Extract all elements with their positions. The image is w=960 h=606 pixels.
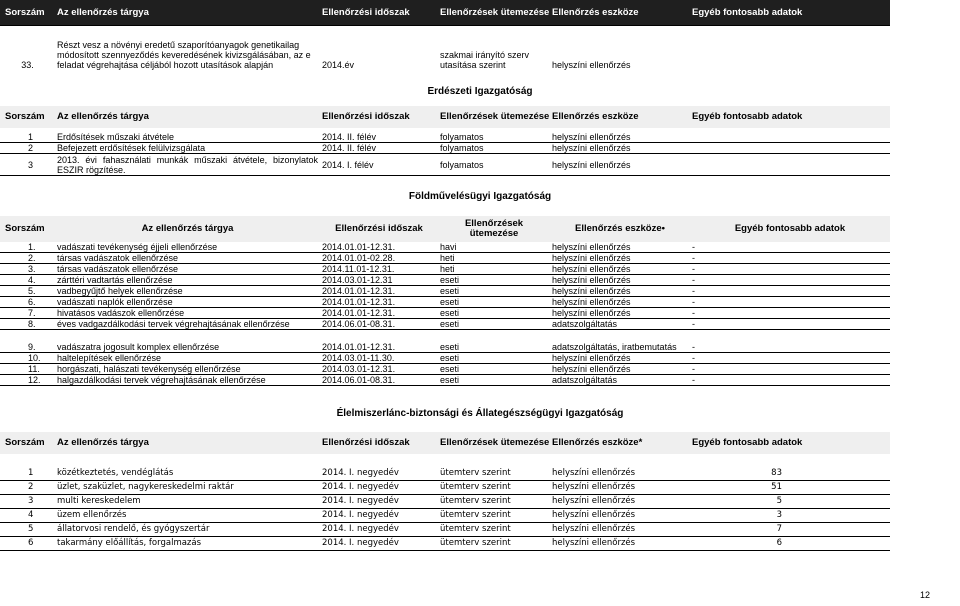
section-title-foldmuvelesugyi: Földművelésügyi Igazgatóság: [408, 191, 552, 202]
row-other: -: [690, 319, 890, 330]
row-other: -: [690, 275, 890, 286]
table-row: [0, 275, 890, 286]
col-header: Egyéb fontosabb adatok: [690, 0, 890, 26]
table-row: [0, 26, 890, 70]
erdeszeti-header: [0, 106, 890, 128]
col-header: Sorszám: [0, 432, 55, 454]
section-title-elelmiszer: Élelmiszerlánc-biztonsági és Állategészségügyi Igazgatóság: [336, 408, 624, 419]
row-schedule: szakmai irányító szerv utasítása szerint: [440, 50, 530, 70]
col-header: Ellenőrzési időszak: [320, 106, 438, 128]
row-tool: helyszíni ellenőrzés: [552, 60, 631, 70]
row-subject: társas vadászatok ellenőrzése: [55, 253, 320, 264]
col-header: Ellenőrzések ütemezése: [438, 432, 550, 454]
row-tool: helyszíni ellenőrzés: [550, 242, 690, 253]
row-tool: helyszíni ellenőrzés: [550, 253, 690, 264]
col-header: Ellenőrzés eszköze: [550, 106, 690, 128]
table-row: [0, 132, 890, 143]
row-schedule: folyamatos: [438, 154, 550, 176]
erdeszeti-table: [0, 106, 890, 176]
row-subject: Erdősítések műszaki átvétele: [55, 132, 320, 143]
row-other: -: [690, 352, 890, 363]
table-row: [0, 264, 890, 275]
row-tool: helyszíni ellenőrzés: [550, 132, 690, 143]
row-number: 2: [0, 480, 55, 494]
row-other: 51: [690, 480, 890, 494]
col-header: Az ellenőrzés tárgya: [55, 106, 320, 128]
row-schedule: eseti: [438, 363, 550, 374]
table-row: [0, 297, 890, 308]
divider: [0, 25, 890, 26]
row-tool: helyszíni ellenőrzés: [550, 275, 690, 286]
table-row: [0, 363, 890, 374]
table-row: [0, 466, 890, 480]
row-subject: Befejezett erdősítések felülvizsgálata: [55, 143, 320, 154]
row-other: -: [690, 264, 890, 275]
row-number: 4.: [0, 275, 55, 286]
row-number: 4: [0, 508, 55, 522]
foldmuvelesugyi-header: [0, 216, 890, 242]
row-other: -: [690, 253, 890, 264]
row-schedule: eseti: [438, 342, 550, 353]
row-subject: vadászati naplók ellenőrzése: [55, 297, 320, 308]
row-period: 2014. I. negyedév: [320, 536, 438, 550]
row-period: 2014.06.01-08.31.: [320, 374, 438, 385]
row-number: 7.: [0, 308, 55, 319]
elelmiszer-table: [0, 432, 890, 551]
row-period: 2014.11.01-12.31.: [320, 264, 438, 275]
row-tool: helyszíni ellenőrzés: [550, 508, 690, 522]
row-tool: adatszolgáltatás, iratbemutatás: [550, 342, 690, 353]
row-schedule: eseti: [438, 275, 550, 286]
table-row: [0, 342, 890, 353]
row-period: 2014. I. negyedév: [320, 494, 438, 508]
page-number: 12: [919, 590, 930, 600]
row-period: 2014. II. félév: [320, 143, 438, 154]
row-tool: helyszíni ellenőrzés: [550, 480, 690, 494]
row-period: 2014. II. félév: [320, 132, 438, 143]
col-header: Sorszám: [0, 216, 55, 242]
row-period: 2014.01.01-12.31.: [320, 286, 438, 297]
row-other: 5: [690, 494, 890, 508]
col-header: Ellenőrzés eszköze: [550, 0, 690, 26]
row-subject: vadbegyűjtő helyek ellenőrzése: [55, 286, 320, 297]
table-row: [0, 352, 890, 363]
col-header: Sorszám: [0, 106, 55, 128]
row-subject: horgászati, halászati tevékenység ellenőrzése: [55, 363, 320, 374]
row-tool: helyszíni ellenőrzés: [550, 352, 690, 363]
row-number: 1: [0, 466, 55, 480]
row-tool: adatszolgáltatás: [550, 319, 690, 330]
row-schedule: ütemterv szerint: [438, 522, 550, 536]
row-tool: helyszíni ellenőrzés: [550, 363, 690, 374]
row-schedule: ütemterv szerint: [438, 536, 550, 550]
table-row: [0, 143, 890, 154]
col-header: Egyéb fontosabb adatok: [690, 432, 890, 454]
row-period: 2014. I. negyedév: [320, 480, 438, 494]
table-row: [0, 308, 890, 319]
table-row: [0, 480, 890, 494]
table-row: [0, 242, 890, 253]
row-tool: helyszíni ellenőrzés: [550, 466, 690, 480]
row-subject: éves vadgazdálkodási tervek végrehajtásának ellenőrzése: [55, 319, 320, 330]
table-row: [0, 494, 890, 508]
table-row: [0, 536, 890, 550]
row-schedule: eseti: [438, 297, 550, 308]
row-tool: helyszíni ellenőrzés: [550, 286, 690, 297]
row-period: 2014.01.01-12.31.: [320, 297, 438, 308]
row-number: 1: [0, 132, 55, 143]
elelmiszer-rows: [0, 466, 890, 550]
row-other: 6: [690, 536, 890, 550]
row-number: 5: [0, 522, 55, 536]
row-tool: helyszíni ellenőrzés: [550, 522, 690, 536]
table-row: [0, 522, 890, 536]
row-other: -: [690, 342, 890, 353]
row-subject: állatorvosi rendelő, és gyógyszertár: [55, 522, 320, 536]
row-other: -: [690, 308, 890, 319]
row-schedule: ütemterv szerint: [438, 508, 550, 522]
table-row: [0, 319, 890, 330]
row-schedule: ütemterv szerint: [438, 466, 550, 480]
row-period: 2014.év: [322, 60, 355, 70]
row-schedule: ütemterv szerint: [438, 480, 550, 494]
col-header: Ellenőrzések ütemezése: [438, 216, 550, 242]
row-subject: hivatásos vadászok ellenőrzése: [55, 308, 320, 319]
row-period: 2014.03.01-12.31.: [320, 363, 438, 374]
row-subject: Részt vesz a növényi eredetű szaporítóanyagok genetikailag módosított szennyeződés keveredésének kivizsgálásában, az e feladat végrehajtása céljából hozott utasítások alapján: [57, 40, 311, 70]
row-subject: halgazdálkodási tervek végrehajtásának ellenőrzése: [55, 374, 320, 385]
row-other: 3: [690, 508, 890, 522]
row-subject: vadászatra jogosult komplex ellenőrzése: [55, 342, 320, 353]
row-subject: üzem ellenőrzés: [55, 508, 320, 522]
row-tool: helyszíni ellenőrzés: [550, 143, 690, 154]
row-tool: helyszíni ellenőrzés: [550, 297, 690, 308]
row-schedule: folyamatos: [438, 132, 550, 143]
row-schedule: havi: [438, 242, 550, 253]
foldmuvelesugyi-table: [0, 216, 890, 386]
bullet-marker: •: [661, 223, 665, 234]
row-other: -: [690, 242, 890, 253]
col-header: Az ellenőrzés tárgya: [55, 0, 320, 26]
row-period: 2014.03.01-12.31: [320, 275, 438, 286]
row-schedule: heti: [438, 264, 550, 275]
row-period: 2014.03.01-11.30.: [320, 352, 438, 363]
row-other: 7: [690, 522, 890, 536]
col-header: Ellenőrzési időszak: [320, 432, 438, 454]
col-header: Ellenőrzési időszak: [320, 0, 438, 26]
row-tool: helyszíni ellenőrzés: [550, 154, 690, 176]
row-number: 33.: [21, 60, 34, 70]
row-number: 11.: [0, 363, 55, 374]
col-header: Egyéb fontosabb adatok: [690, 106, 890, 128]
row-number: 8.: [0, 319, 55, 330]
row-other: 83: [690, 466, 890, 480]
row-subject: üzlet, szaküzlet, nagykereskedelmi raktár: [55, 480, 320, 494]
row-period: 2014.01.01-12.31.: [320, 308, 438, 319]
row-number: 6.: [0, 297, 55, 308]
foldmuvelesugyi-rows: [0, 242, 890, 385]
row-period: 2014. I. negyedév: [320, 508, 438, 522]
row-other: -: [690, 286, 890, 297]
row-period: 2014.01.01-02.28.: [320, 253, 438, 264]
row-other: -: [690, 363, 890, 374]
row-number: 6: [0, 536, 55, 550]
row-schedule: eseti: [438, 374, 550, 385]
elelmiszer-header: [0, 432, 890, 454]
row-number: 2.: [0, 253, 55, 264]
row-subject: társas vadászatok ellenőrzése: [55, 264, 320, 275]
row-number: 3: [0, 154, 55, 176]
col-header: Sorszám: [0, 0, 55, 26]
col-header-text: Ellenőrzés eszköze: [575, 223, 662, 234]
row-schedule: eseti: [438, 286, 550, 297]
row-other: -: [690, 374, 890, 385]
row-number: 5.: [0, 286, 55, 297]
row-tool: helyszíni ellenőrzés: [550, 494, 690, 508]
row-subject: takarmány előállítás, forgalmazás: [55, 536, 320, 550]
row-number: 9.: [0, 342, 55, 353]
table-row: [0, 154, 890, 176]
col-header: Egyéb fontosabb adatok: [690, 216, 890, 242]
row-number: 10.: [0, 352, 55, 363]
col-header: Az ellenőrzés tárgya: [55, 216, 320, 242]
table-row: [0, 374, 890, 385]
row-tool: helyszíni ellenőrzés: [550, 536, 690, 550]
table-row: [0, 286, 890, 297]
row-schedule: eseti: [438, 308, 550, 319]
row-subject: haltelepítések ellenőrzése: [55, 352, 320, 363]
col-header: Ellenőrzések ütemezése: [438, 106, 550, 128]
row-number: 3: [0, 494, 55, 508]
row-period: 2014.01.01-12.31.: [320, 242, 438, 253]
table-row: [0, 253, 890, 264]
row-schedule: eseti: [438, 319, 550, 330]
row-number: 12.: [0, 374, 55, 385]
col-header: Ellenőrzés eszköze*: [550, 432, 690, 454]
top-table-header: [0, 0, 890, 26]
row-number: 1.: [0, 242, 55, 253]
row-tool: helyszíni ellenőrzés: [550, 308, 690, 319]
row-schedule: folyamatos: [438, 143, 550, 154]
row-period: 2014. I. félév: [320, 154, 438, 176]
col-header: [550, 216, 690, 242]
row-tool: helyszíni ellenőrzés: [550, 264, 690, 275]
row-tool: adatszolgáltatás: [550, 374, 690, 385]
row-period: 2014.01.01-12.31.: [320, 342, 438, 353]
row-period: 2014.06.01-08.31.: [320, 319, 438, 330]
row-subject: multi kereskedelem: [55, 494, 320, 508]
row-subject: vadászati tevékenység éjjeli ellenőrzése: [55, 242, 320, 253]
row-subject: zárttéri vadtartás ellenőrzése: [55, 275, 320, 286]
row-schedule: heti: [438, 253, 550, 264]
top-table: [0, 0, 890, 70]
row-number: 2: [0, 143, 55, 154]
section-title-erdeszeti: Erdészeti Igazgatóság: [427, 86, 533, 97]
col-header: Ellenőrzések ütemezése: [438, 0, 550, 26]
row-schedule: ütemterv szerint: [438, 494, 550, 508]
col-header: Ellenőrzési időszak: [320, 216, 438, 242]
row-other: -: [690, 297, 890, 308]
row-subject: közétkeztetés, vendéglátás: [55, 466, 320, 480]
row-schedule: eseti: [438, 352, 550, 363]
col-header: Az ellenőrzés tárgya: [55, 432, 320, 454]
row-period: 2014. I. negyedév: [320, 466, 438, 480]
table-row: [0, 508, 890, 522]
row-period: 2014. I. negyedév: [320, 522, 438, 536]
row-subject: 2013. évi fahasználati munkák műszaki átvétele, bizonylatok ESZIR rögzítése.: [57, 154, 318, 175]
row-number: 3.: [0, 264, 55, 275]
